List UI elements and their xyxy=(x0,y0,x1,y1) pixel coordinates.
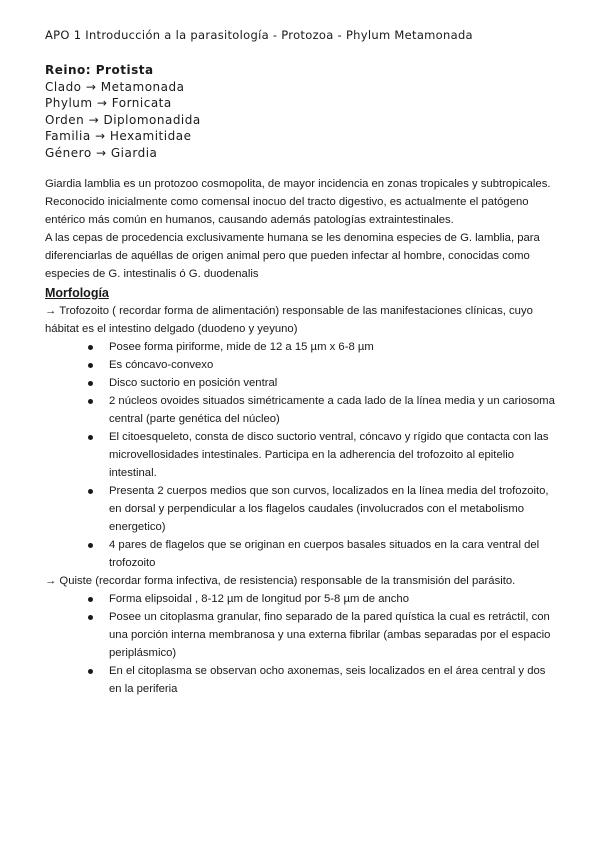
trofozoito-list xyxy=(45,338,560,572)
bullet-icon xyxy=(88,345,93,350)
list-item: Forma elipsoidal , 8-12 µm de longitud por 5-8 µm de ancho xyxy=(83,590,560,608)
bullet-icon xyxy=(88,435,93,440)
list-item: En el citoplasma se observan ocho axonemas, seis localizados en el área central y dos en la periferia xyxy=(83,662,560,698)
bullet-icon xyxy=(88,615,93,620)
trofozoito-intro: → Trofozoito ( recordar forma de alimentación) responsable de las manifestaciones clínicas, cuyo hábitat es el intestino delgado (duodeno y yeyuno) xyxy=(45,305,533,335)
intro-paragraph-2: A las cepas de procedencia exclusivamente humana se les denomina especies de G. lamblia, para diferenciarlas de aquéllas de origen animal pero que pueden infectar al hombre, conocidas como especies de G. intestinalis ó G. duodenalis xyxy=(45,232,540,280)
list-item: Presenta 2 cuerpos medios que son curvos, localizados en la línea media del trofozoito, en dorsal y perpendicular a los flagelos caudales (involucrados con el metabolismo energetico) xyxy=(83,482,560,536)
bullet-icon xyxy=(88,399,93,404)
list-item: El citoesqueleto, consta de disco suctorio ventral, cóncavo y rígido que contacta con las microvellosidades intestinales. Participa en la adherencia del trofozoito al epitelio intestinal. xyxy=(83,428,560,482)
taxonomy-orden: Orden → Diplomonadida xyxy=(45,112,201,127)
bullet-icon xyxy=(88,381,93,386)
taxonomy-genero: Género → Giardia xyxy=(45,145,158,160)
morfologia-heading: Morfología xyxy=(45,286,109,300)
taxonomy-block xyxy=(45,62,560,161)
taxonomy-reino: Reino: Protista xyxy=(45,63,154,77)
list-item: Posee un citoplasma granular, fino separado de la pared quística la cual es retráctil, con una porción interna membranosa y una externa fibrilar (ambas separadas por el espacio periplásmico) xyxy=(83,608,560,662)
bullet-icon xyxy=(88,363,93,368)
document-header: APO 1 Introducción a la parasitología - Protozoa - Phylum Metamonada xyxy=(45,28,473,42)
list-item: Es cóncavo-convexo xyxy=(83,356,560,374)
list-item: Disco suctorio en posición ventral xyxy=(83,374,560,392)
taxonomy-familia: Familia → Hexamitidae xyxy=(45,129,192,143)
list-item: Posee forma piriforme, mide de 12 a 15 µm x 6-8 µm xyxy=(83,338,560,356)
taxonomy-clado: Clado → Metamonada xyxy=(45,79,185,94)
list-item: 4 pares de flagelos que se originan en cuerpos basales situados en la cara ventral del trofozoito xyxy=(83,536,560,572)
bullet-icon xyxy=(88,669,93,674)
list-item: 2 núcleos ovoides situados simétricamente a cada lado de la línea media y un cariosoma central (parte genética del núcleo) xyxy=(83,392,560,428)
taxonomy-phylum: Phylum → Fornicata xyxy=(45,96,172,110)
bullet-icon xyxy=(88,489,93,494)
bullet-icon xyxy=(88,597,93,602)
intro-paragraph-1: Giardia lamblia es un protozoo cosmopolita, de mayor incidencia en zonas tropicales y subtropicales. Reconocido inicialmente como comensal inocuo del tracto digestivo, es actualmente el patógeno entérico más común en humanos, causando además patologías extraintestinales. xyxy=(45,178,551,226)
body-text xyxy=(45,175,560,698)
bullet-icon xyxy=(88,543,93,548)
quiste-intro: → Quiste (recordar forma infectiva, de resistencia) responsable de la transmisión del parásito. xyxy=(45,575,516,587)
quiste-list xyxy=(45,590,560,698)
